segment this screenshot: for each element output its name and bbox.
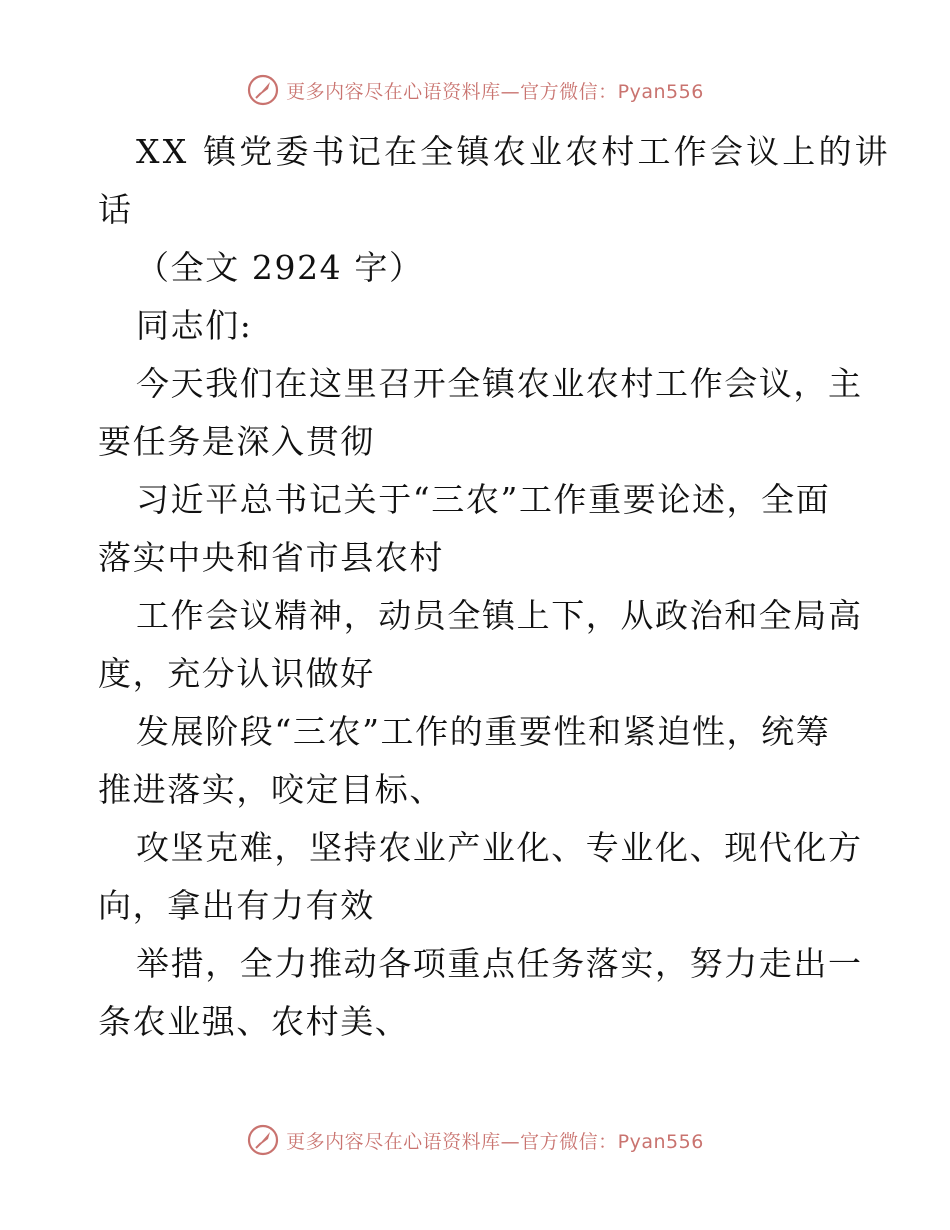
watermark-text: 更多内容尽在心语资料库—官方微信：Pyan556: [286, 80, 704, 103]
document-title-line-2: 话: [98, 190, 135, 229]
paragraph-line: 工作会议精神，动员全镇上下，从政治和全局高: [136, 596, 863, 635]
paragraph-line: 攻坚克难，坚持农业产业化、专业化、现代化方: [136, 828, 863, 867]
paragraph-line: 举措，全力推动各项重点任务落实，努力走出一: [136, 944, 863, 983]
paragraph-line: 习近平总书记关于“三农”工作重要论述，全面: [136, 480, 831, 519]
salutation: 同志们:: [136, 306, 253, 345]
paragraph-line: 向，拿出有力有效: [98, 886, 375, 925]
paragraph-line: 条农业强、农村美、: [98, 1002, 410, 1041]
paragraph-line: 今天我们在这里召开全镇农业农村工作会议，主: [136, 364, 863, 403]
quill-logo-icon: [246, 1123, 280, 1157]
paragraph-line: 要任务是深入贯彻: [98, 422, 375, 461]
footer-watermark: [0, 1120, 950, 1160]
paragraph-line: 落实中央和省市县农村: [98, 538, 444, 577]
paragraph-line: 度，充分认识做好: [98, 654, 375, 693]
paragraph-line: 推进落实，咬定目标、: [98, 770, 444, 809]
document-title-line-1: XX 镇党委书记在全镇农业农村工作会议上的讲: [136, 132, 891, 171]
quill-logo-icon: [246, 73, 280, 107]
header-watermark: [0, 70, 950, 110]
document-body: [98, 123, 891, 1051]
word-count-note: （全文 2924 字）: [136, 248, 424, 287]
watermark-text: 更多内容尽在心语资料库—官方微信：Pyan556: [286, 1130, 704, 1153]
paragraph-line: 发展阶段“三农”工作的重要性和紧迫性，统筹: [136, 712, 831, 751]
